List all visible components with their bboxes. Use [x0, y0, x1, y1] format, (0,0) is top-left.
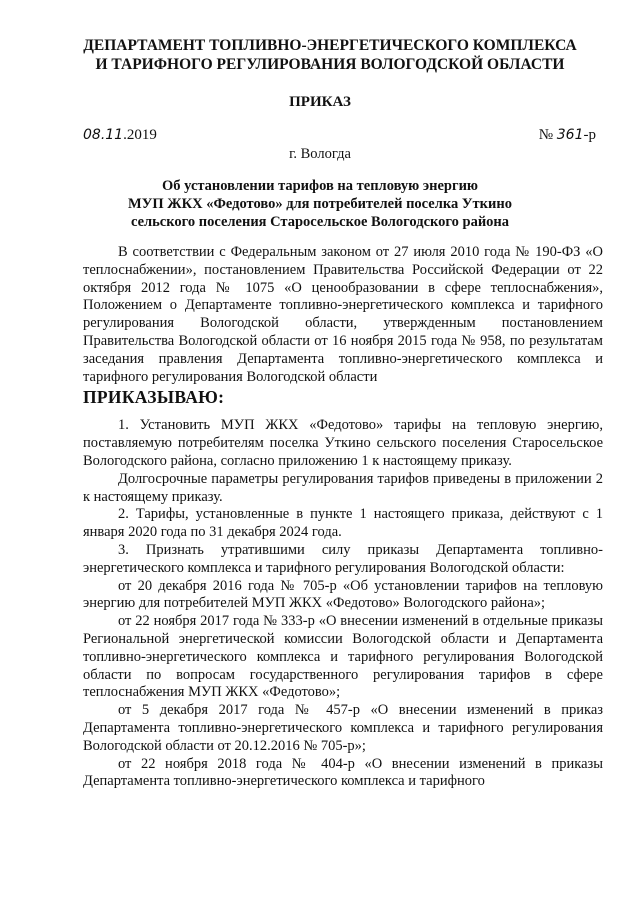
paragraph-3-item-705: от 20 декабря 2016 года № 705-р «Об установлении тарифов на тепловую энергию для потребителей МУП ЖКХ «Федотово» Вологодского района»;: [83, 577, 603, 612]
paragraph-3-item-333: от 22 ноября 2017 года № 333-р «О внесении изменений в отдельные приказы Региональной энергетической комиссии Вологодской области и Департамента топливно-энергетического комплекса и тарифного регулирования Вологодской области по вопросам государственного регулирования тарифов в сфере теплоснабжения МУП ЖКХ «Федотово»;: [83, 613, 603, 701]
paragraph-3-item-457: от 5 декабря 2017 года № 457-р «О внесении изменений в приказ Департамента топливно-энергетического комплекса и тарифного регулирования Вологодской области от 20.12.2016 № 705-р»;: [83, 702, 603, 754]
paragraph-3: 3. Признать утратившими силу приказы Департамента топливно-энергетического комплекса и тарифного регулирования Вологодской области:: [83, 541, 603, 576]
order-date-year: .2019: [123, 127, 157, 143]
order-subject-line3: сельского поселения Старосельское Вологодского района: [130, 214, 510, 230]
order-number-prefix: №: [538, 127, 554, 143]
department-header: [60, 36, 600, 74]
order-number-handwritten: 361: [556, 127, 584, 143]
order-number-suffix: -р: [583, 127, 596, 143]
paragraph-1-parameters: Долгосрочные параметры регулирования тарифов приведены в приложении 2 к настоящему приказу.: [83, 470, 603, 505]
preamble: В соответствии с Федеральным законом от 27 июля 2010 года № 190-ФЗ «О теплоснабжении», постановлением Правительства Российской Федерации от 22 октября 2012 года № 1075 «О ценообразовании в сфере теплоснабжения», Положением о Департаменте топливно-энергетического комплекса и тарифного регулирования Вологодской области, утвержденным постановлением Правительства Вологодской области от 16 ноября 2015 года № 958, по результатам заседания правления Департамента топливно-энергетического комплекса и тарифного регулирования Вологодской области: [83, 244, 603, 385]
order-date-handwritten: 08.11: [83, 127, 124, 143]
order-word: ПРИКАЗЫВАЮ:: [83, 387, 225, 408]
department-header-line2: И ТАРИФНОГО РЕГУЛИРОВАНИЯ ВОЛОГОДСКОЙ ОБЛАСТИ: [95, 56, 565, 73]
order-date: [83, 127, 157, 144]
order-subject-line2: МУП ЖКХ «Федотово» для потребителей поселка Уткино: [128, 196, 512, 212]
city: г. Вологда: [289, 146, 351, 162]
paragraph-3-item-404: от 22 ноября 2018 года № 404-р «О внесении изменений в приказы Департамента топливно-энергетического комплекса и тарифного: [83, 755, 603, 790]
paragraph-2: 2. Тарифы, установленные в пункте 1 настоящего приказа, действуют с 1 января 2020 года по 31 декабря 2024 года.: [83, 506, 603, 541]
order-title: ПРИКАЗ: [289, 94, 351, 110]
order-number: [539, 127, 596, 144]
department-header-line1: ДЕПАРТАМЕНТ ТОПЛИВНО-ЭНЕРГЕТИЧЕСКОГО КОМПЛЕКСА: [83, 37, 577, 54]
order-subject-line1: Об установлении тарифов на тепловую энергию: [161, 178, 479, 194]
order-subject: [110, 177, 530, 231]
paragraph-1: 1. Установить МУП ЖКХ «Федотово» тарифы на тепловую энергию, поставляемую потребителям поселка Уткино сельского поселения Старосельское Вологодского района, согласно приложению 1 к настоящему приказу.: [83, 417, 603, 469]
order-body: [83, 244, 603, 791]
